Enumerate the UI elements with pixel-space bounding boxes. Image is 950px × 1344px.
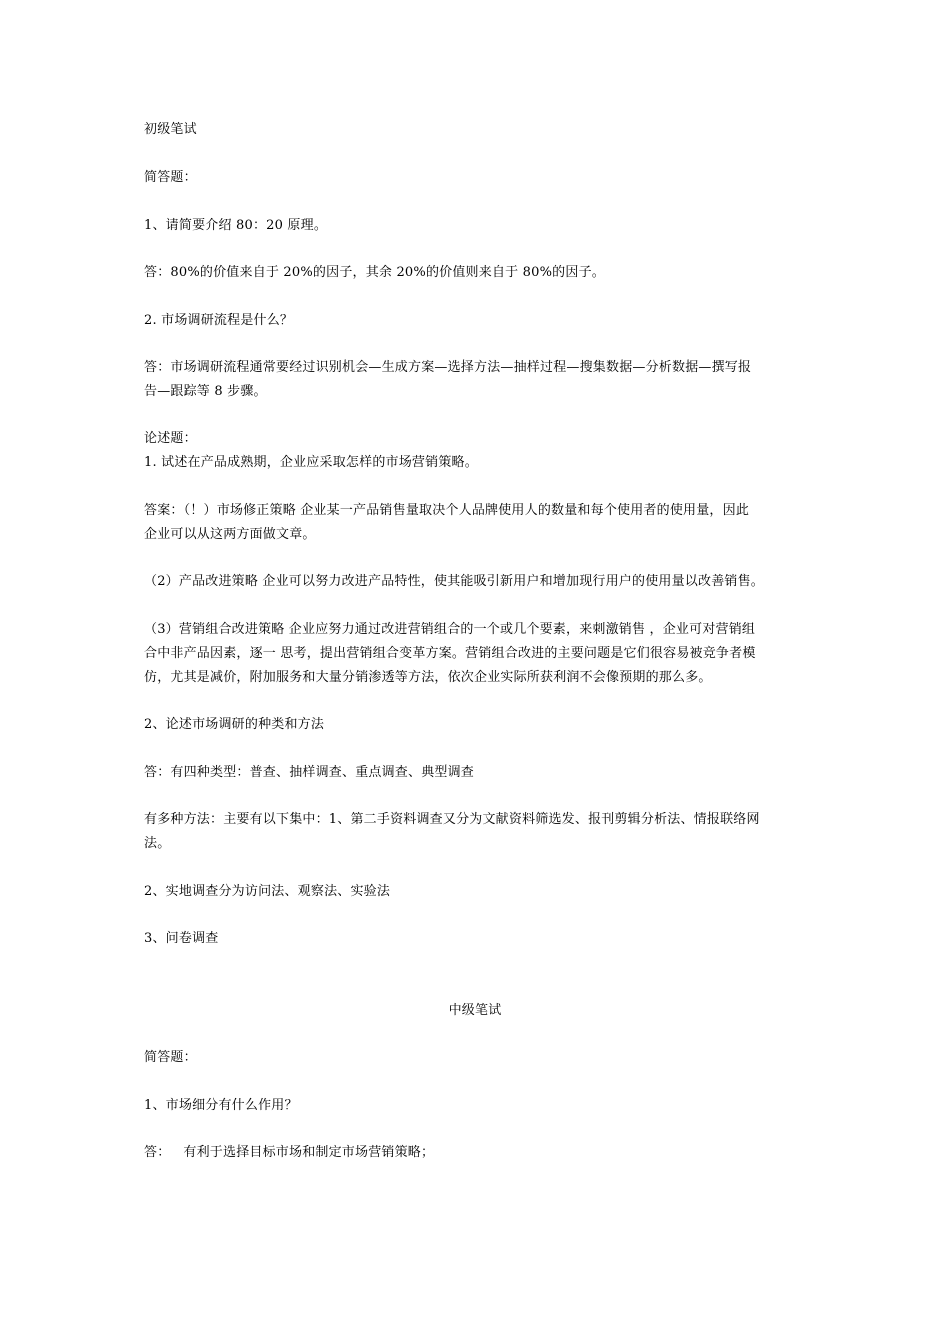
essay-question-1: 1. 试述在产品成熟期，企业应采取怎样的市场营销策略。 bbox=[144, 455, 478, 470]
essay-question-2-answer-methods-line-2: 法。 bbox=[144, 836, 171, 851]
question-1: 1、请简要介绍 80：20 原理。 bbox=[144, 218, 328, 233]
essay-question-2-answer-methods-line-1: 有多种方法：主要有以下集中：1、第二手资料调查又分为文献资料筛选发、报刊剪辑分析法、情报联络网 bbox=[144, 812, 760, 827]
intermediate-question-1: 1、市场细分有什么作用？ bbox=[144, 1098, 298, 1113]
essay-answer-3-line-2: 合中非产品因素，逐一 思考，提出营销组合变革方案。营销组合改进的主要问题是它们很容易被竞争者模 bbox=[144, 646, 756, 661]
answer-2-line-1: 答：市场调研流程通常要经过识别机会—生成方案—选择方法—抽样过程—搜集数据—分析数据—撰写报 bbox=[144, 360, 752, 375]
essay-answer-3-line-1: （3）营销组合改进策略 企业应努力通过改进营销组合的一个或几个要素，来刺激销售 ，企业可对营销组 bbox=[144, 622, 756, 637]
essay-heading: 论述题： bbox=[144, 431, 197, 446]
question-2: 2. 市场调研流程是什么？ bbox=[144, 313, 294, 328]
essay-answer-3-line-3: 仿，尤其是减价，附加服务和大量分销渗透等方法，依次企业实际所获利润不会像预期的那么多。 bbox=[144, 670, 712, 685]
answer-2-line-2: 告—跟踪等 8 步骤。 bbox=[144, 384, 267, 399]
essay-question-2-answer-types: 答：有四种类型：普查、抽样调查、重点调查、典型调查 bbox=[144, 765, 475, 780]
short-answer-heading: 简答题： bbox=[144, 170, 197, 185]
essay-answer-1-line-1: 答案：（！）市场修正策略 企业某一产品销售量取决个人品牌使用人的数量和每个使用者的使用量，因此 bbox=[144, 503, 750, 518]
short-answer-heading-2: 简答题： bbox=[144, 1050, 197, 1065]
answer-1: 答：80%的价值来自于 20%的因子，其余 20%的价值则来自于 80%的因子。 bbox=[144, 265, 605, 280]
intermediate-answer-1: 答： 有利于选择目标市场和制定市场营销策略； bbox=[144, 1145, 435, 1160]
section-title-intermediate: 中级笔试 bbox=[448, 1003, 502, 1018]
essay-question-2: 2、论述市场调研的种类和方法 bbox=[144, 717, 325, 732]
essay-question-2-answer-field: 2、实地调查分为访问法、观察法、实验法 bbox=[144, 884, 391, 899]
essay-question-2-answer-questionnaire: 3、问卷调查 bbox=[144, 931, 219, 946]
section-title-junior: 初级笔试 bbox=[144, 122, 197, 137]
essay-answer-1-line-2: 企业可以从这两方面做文章。 bbox=[144, 527, 316, 542]
essay-answer-2: （2）产品改进策略 企业可以努力改进产品特性，使其能吸引新用户和增加现行用户的使用量以改善销售。 bbox=[144, 574, 765, 589]
